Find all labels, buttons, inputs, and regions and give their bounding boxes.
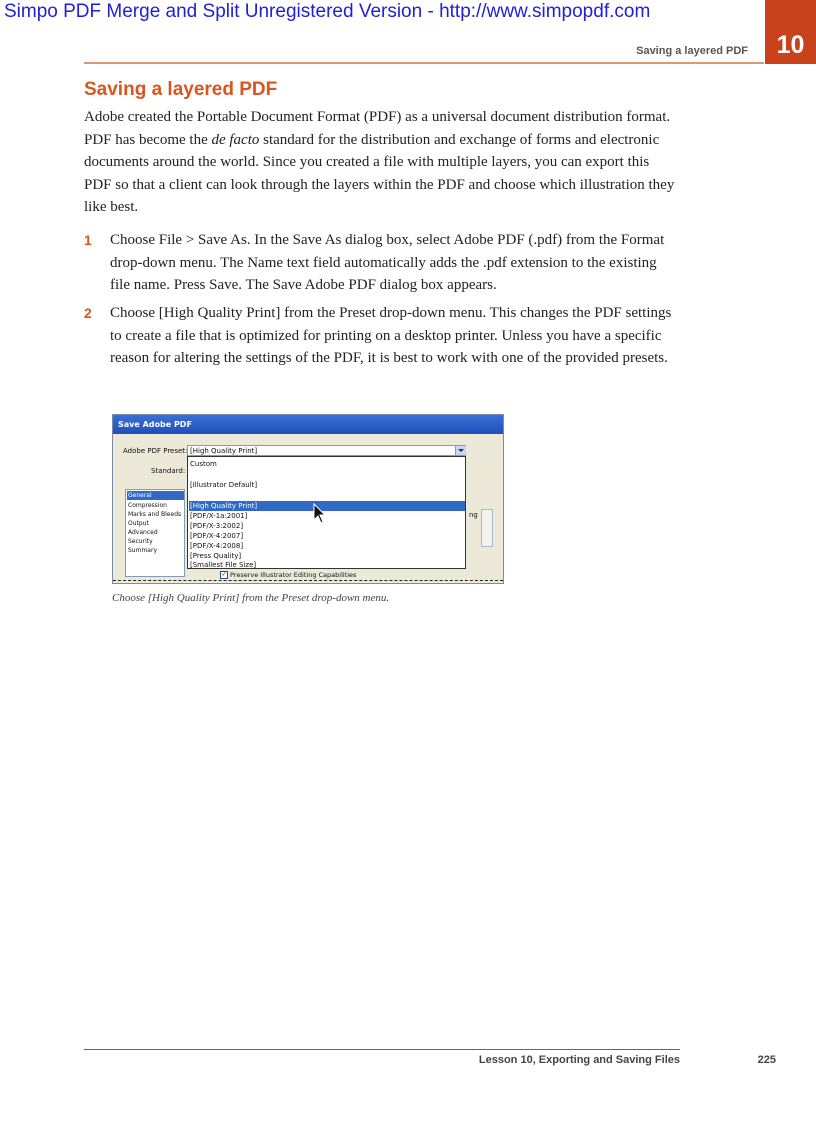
page-number: 225 bbox=[757, 1054, 776, 1066]
footer-rule bbox=[84, 1049, 680, 1050]
intro-italic: de facto bbox=[211, 131, 260, 148]
sidebar-item[interactable]: General bbox=[127, 491, 184, 500]
sidebar-item[interactable]: Output bbox=[128, 520, 149, 527]
step-1 bbox=[84, 229, 680, 297]
settings-sidebar bbox=[125, 489, 185, 577]
chevron-down-icon[interactable] bbox=[455, 446, 466, 455]
dropdown-item[interactable]: [Smallest File Size] bbox=[190, 561, 257, 569]
crop-edge bbox=[113, 580, 503, 581]
preset-select[interactable]: [High Quality Print] bbox=[187, 445, 466, 456]
partial-label: ng bbox=[469, 511, 478, 519]
running-header: Saving a layered PDF bbox=[636, 45, 748, 57]
sidebar-item[interactable]: Marks and Bleeds bbox=[128, 511, 182, 518]
step-text: Choose File > Save As. In the Save As dialog box, select Adobe PDF (.pdf) from the Format drop-down menu. The Name text field automatically adds the .pdf extension to the existing file name. Press Save. The Save Adobe PDF dialog box appears. bbox=[110, 232, 665, 293]
dropdown-item[interactable]: [PDF/X-3:2002] bbox=[190, 522, 244, 530]
figure-caption: Choose [High Quality Print] from the Preset drop-down menu. bbox=[112, 592, 390, 604]
dropdown-item[interactable]: [Press Quality] bbox=[190, 552, 242, 560]
standard-label: Standard: bbox=[151, 467, 186, 475]
step-number: 2 bbox=[84, 305, 92, 321]
watermark-text: Simpo PDF Merge and Split Unregistered Version - http://www.simpopdf.com bbox=[4, 1, 651, 22]
intro-part-2: standard for the distribution and exchange of forms and electronic documents around the world. Since you created a file with multiple layers, you can export this PDF so that a client can look through the layers within the PDF and choose which illustration they like best. bbox=[84, 131, 675, 215]
preserve-editing-checkbox[interactable]: ✓ bbox=[221, 571, 227, 578]
dropdown-item[interactable]: Custom bbox=[190, 460, 217, 468]
checkbox-label: Preserve Illustrator Editing Capabilities bbox=[230, 571, 357, 579]
scrollbar[interactable] bbox=[481, 509, 493, 547]
dropdown-item[interactable]: [PDF/X-1a:2001] bbox=[190, 512, 248, 520]
footer-lesson-title: Lesson 10, Exporting and Saving Files bbox=[478, 1054, 680, 1066]
chapter-tab: 10 bbox=[765, 0, 816, 64]
sidebar-item[interactable]: Advanced bbox=[128, 529, 158, 536]
dropdown-item[interactable]: [Illustrator Default] bbox=[190, 481, 258, 489]
step-text: Choose [High Quality Print] from the Preset drop-down menu. This changes the PDF settings to create a file that is optimized for printing on a desktop printer. Unless you have a specific reason for altering the settings of the PDF, it is best to work with one of the provided presets. bbox=[110, 305, 672, 366]
dropdown-item[interactable]: [PDF/X-4:2008] bbox=[190, 542, 244, 550]
preset-label: Adobe PDF Preset: bbox=[123, 447, 188, 455]
step-2 bbox=[84, 302, 680, 370]
sidebar-item[interactable]: Security bbox=[128, 538, 153, 545]
mouse-pointer-icon bbox=[313, 503, 327, 525]
dropdown-item-selected[interactable]: [High Quality Print] bbox=[189, 501, 465, 511]
save-pdf-dialog-screenshot bbox=[112, 414, 504, 584]
header-rule bbox=[84, 62, 764, 64]
sidebar-item[interactable]: Summary bbox=[128, 547, 157, 554]
step-number: 1 bbox=[84, 232, 92, 248]
intro-paragraph bbox=[84, 106, 680, 219]
section-title: Saving a layered PDF bbox=[84, 79, 278, 100]
dialog-titlebar: Save Adobe PDF bbox=[113, 415, 503, 434]
intro-part-1: Adobe created the Portable Document Format (PDF) as a universal document distribution format. PDF has become the bbox=[84, 109, 671, 148]
dropdown-item[interactable]: [PDF/X-4:2007] bbox=[190, 532, 244, 540]
sidebar-item[interactable]: Compression bbox=[128, 502, 167, 509]
